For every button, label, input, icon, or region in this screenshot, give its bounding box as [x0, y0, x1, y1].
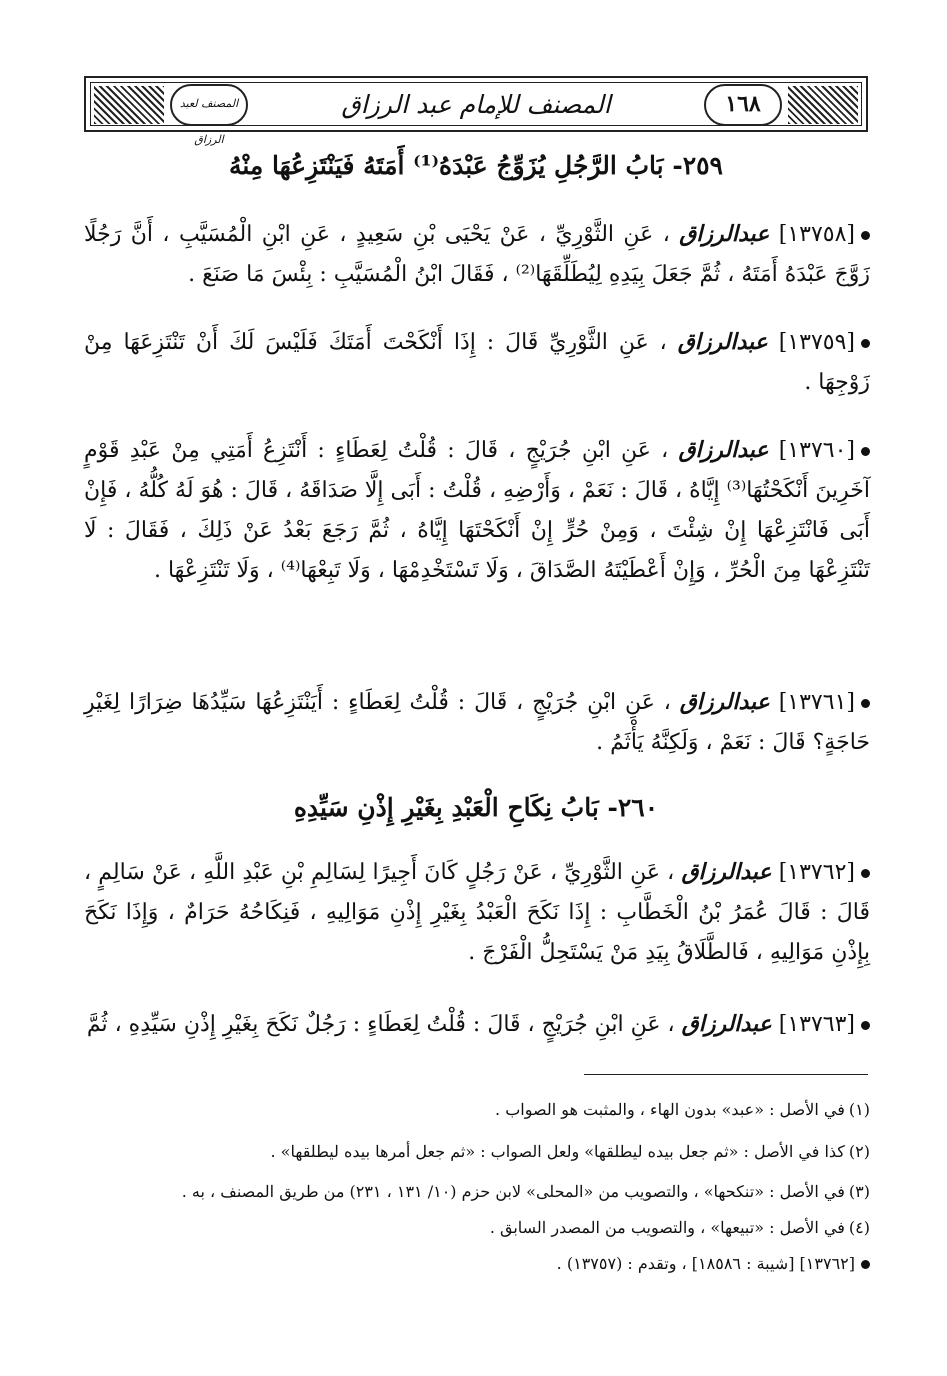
- hadith-13761: [84, 682, 870, 763]
- footnote-4: [84, 1214, 870, 1242]
- book-title: المصنف للإمام عبد الرزاق: [341, 90, 611, 119]
- footnote-divider: [584, 1074, 868, 1075]
- hadith-13762: [84, 852, 870, 973]
- bullet-icon: [861, 699, 870, 708]
- emblem-medallion: المصنف لعبد الرزاق: [170, 84, 248, 126]
- bullet-icon: [861, 339, 870, 348]
- footnote-3: [84, 1178, 870, 1206]
- hadith-id: [١٣٧٦٠]: [778, 438, 856, 463]
- chapter-259-title: ٢٥٩- بَابُ الرَّجُلِ يُزَوِّجُ عَبْدَهُ⁽¹⁾ أَمَتَهُ فَيَنْتَزِعُهَا مِنْهُ: [228, 151, 723, 180]
- hadith-13760: [84, 430, 870, 591]
- hadith-text: ، عَنِ الثَّوْرِيِّ قَالَ : إِذَا أَنْكَحْتَ أَمَتَكَ فَلَيْسَ لَكَ أَنْ تَنْتَزِعَهَا مِنْ زَوْجِهَا .: [84, 330, 870, 395]
- source-reference: [84, 1250, 870, 1278]
- hadith-text: ، عَنِ الثَّوْرِيِّ ، عَنْ رَجُلٍ كَانَ أَجِيرًا لِسَالِمِ بْنِ عَبْدِ اللَّهِ ، عَنْ سَالِمٍ ، قَالَ : قَالَ عُمَرُ بْنُ الْخَطَّابِ : إِذَا نَكَحَ الْعَبْدُ بِغَيْرِ إِذْنِ مَوَالِيهِ ، فَنِكَاحُهُ حَرَامٌ ، وَإِذَا نَكَحَ بِإِذْنِ مَوَالِيهِ ، فَالطَّلَاقُ بِيَدِ مَنْ يَسْتَحِلُّ الْفَرْجَ .: [84, 860, 870, 965]
- hadith-source: عبدالرزاق: [679, 689, 770, 715]
- page-number: ١٦٨: [704, 84, 782, 126]
- footnote-2: [84, 1138, 870, 1166]
- hadith-source: عبدالرزاق: [677, 329, 768, 355]
- hadith-text: ، عَنِ ابْنِ جُرَيْجٍ ، قَالَ : قُلْتُ لِعَطَاءٍ : رَجُلٌ نَكَحَ بِغَيْرِ إِذْنِ سَيِّدِهِ ، ثُمَّ: [86, 1012, 675, 1037]
- chapter-260-title: ٢٦٠- بَابُ نِكَاحِ الْعَبْدِ بِغَيْرِ إِذْنِ سَيِّدِهِ: [293, 793, 659, 822]
- hadith-13763: [84, 1004, 870, 1045]
- hadith-text: ، عَنِ ابْنِ جُرَيْجٍ ، قَالَ : قُلْتُ لِعَطَاءٍ : أَيَنْتَزِعُهَا سَيِّدُهَا ضِرَارًا لِغَيْرِ حَاجَةٍ؟ قَالَ : نَعَمْ ، وَلَكِنَّهُ يَأْثَمُ .: [84, 690, 870, 755]
- footnote-text: في الأصل : «تنكحها» ، والتصويب من «المحلى» لابن حزم (١٠/ ١٣١ ، ٢٣١) من طريق المصنف ، به .: [181, 1182, 845, 1201]
- footnote-1: [84, 1096, 870, 1124]
- hadith-id: [١٣٧٥٨]: [778, 222, 856, 247]
- bullet-icon: [861, 1021, 870, 1030]
- hadith-id: [١٣٧٦١]: [778, 690, 855, 715]
- hadith-13759: [84, 322, 870, 403]
- footnote-number: (٤): [848, 1218, 870, 1237]
- running-header: [84, 76, 868, 146]
- footnote-number: (٣): [848, 1182, 870, 1201]
- footnote-text: في الأصل : «عبد» بدون الهاء ، والمثبت هو الصواب .: [495, 1100, 845, 1119]
- footnote-text: كذا في الأصل : «ثم جعل بيده ليطلقها» ولعل الصواب : «ثم جعل أمرها بيده ليطلقها» .: [270, 1142, 845, 1161]
- bullet-icon: [861, 1260, 870, 1269]
- footnote-text: في الأصل : «تبيعها» ، والتصويب من المصدر السابق .: [489, 1218, 845, 1237]
- hadith-text: ، عَنِ ابْنِ جُرَيْجٍ ، قَالَ : قُلْتُ لِعَطَاءٍ : أَنْتَزِعُ أَمَتِي مِنْ عَبْدِ قَوْمٍ آخَرِينَ أَنْكَحْتُهَا⁽³⁾ إِيَّاهُ ، قَالَ : نَعَمْ ، وَأَرْضِهِ ، قُلْتُ : أَبَى إِلَّا صَدَاقَهُ ، قَالَ : هُوَ لَهُ كُلُّهُ ، فَإِنْ أَبَى فَانْتَزِعْهَا إِنْ شِئْتَ ، وَمِنْ حُرٍّ إِنْ أَنْكَحْتَهَا إِيَّاهُ ، ثُمَّ رَجَعَ بَعْدُ عَنْ ذَلِكَ ، فَقَالَ : لَا تَنْتَزِعْهَا مِنَ الْحُرِّ ، وَإِنْ أَعْطَيْتَهُ الصَّدَاقَ ، وَلَا تَسْتَخْدِمْهَا ، وَلَا تَبِعْهَا⁽⁴⁾ ، وَلَا تَنْتَزِعْهَا .: [84, 438, 871, 583]
- ornament-right: [788, 86, 858, 124]
- hadith-source: عبدالرزاق: [681, 859, 772, 885]
- hadith-source: عبدالرزاق: [679, 221, 770, 247]
- bullet-icon: [861, 231, 870, 240]
- footnote-number: (٢): [848, 1142, 870, 1161]
- hadith-id: [١٣٧٥٩]: [778, 330, 855, 355]
- hadith-source: عبدالرزاق: [681, 1011, 772, 1037]
- hadith-source: عبدالرزاق: [678, 437, 769, 463]
- hadith-id: [١٣٧٦٢]: [778, 860, 855, 885]
- hadith-text: ، عَنِ الثَّوْرِيِّ ، عَنْ يَحْيَى بْنِ سَعِيدٍ ، عَنِ ابْنِ الْمُسَيَّبِ ، أَنَّ رَجُلًا زَوَّجَ عَبْدَهُ أَمَتَهُ ، ثُمَّ جَعَلَ بِيَدِهِ لِيُطَلِّقَهَا⁽²⁾ ، فَقَالَ ابْنُ الْمُسَيَّبِ : بِئْسَ مَا صَنَعَ .: [84, 222, 870, 287]
- reference-text: [١٣٧٦٢] [شيبة : ١٨٥٨٦] ، وتقدم : (١٣٧٥٧) .: [556, 1254, 855, 1273]
- footnote-number: (١): [848, 1100, 870, 1119]
- hadith-id: [١٣٧٦٣]: [778, 1012, 855, 1037]
- ornament-left: [94, 86, 164, 124]
- bullet-icon: [861, 869, 870, 878]
- hadith-13758: [84, 214, 870, 295]
- bullet-icon: [861, 447, 870, 456]
